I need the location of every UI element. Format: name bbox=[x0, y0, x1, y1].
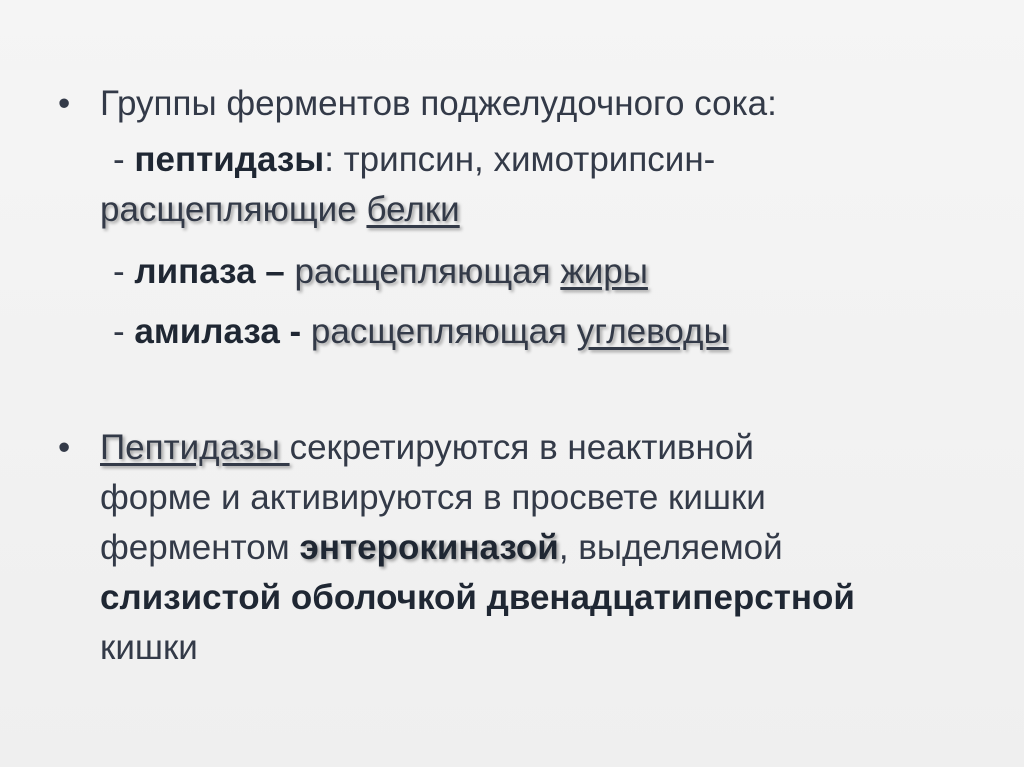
amylase-name: амилаза - bbox=[134, 312, 302, 351]
peptidases-subject: Пептидазы bbox=[100, 428, 290, 467]
amylase-line bbox=[113, 312, 729, 352]
bullet-2: • bbox=[58, 428, 71, 467]
peptidases-action-line bbox=[100, 190, 460, 230]
enzyme-name: энтерокиназой bbox=[299, 528, 559, 567]
para-line-2: форме и активируются в просвете кишки bbox=[100, 478, 766, 517]
para-line-3-start: ферментом bbox=[100, 528, 300, 567]
bullet-1: • bbox=[58, 84, 71, 123]
lipase-action: расщепляющая bbox=[294, 252, 551, 291]
para-line-3 bbox=[100, 528, 783, 568]
peptidases-line bbox=[113, 140, 715, 180]
lipase-name: липаза – bbox=[134, 252, 285, 291]
lipase-object: жиры bbox=[560, 252, 648, 291]
lipase-dash: - bbox=[113, 252, 135, 291]
amylase-dash: - bbox=[113, 312, 135, 351]
mucosa-text: слизистой оболочкой двенадцатиперстной bbox=[100, 578, 855, 617]
peptidases-action: расщепляющие bbox=[100, 190, 357, 229]
lipase-line bbox=[113, 252, 648, 292]
intro-line: Группы ферментов поджелудочного сока: bbox=[100, 84, 777, 123]
amylase-object: углеводы bbox=[576, 312, 729, 351]
peptidases-dash: - bbox=[113, 140, 135, 179]
para-line-5: кишки bbox=[100, 628, 198, 667]
peptidases-rest: : трипсин, химотрипсин- bbox=[324, 140, 716, 179]
para-line-4 bbox=[100, 578, 855, 618]
para-line-1-rest: секретируются в неактивной bbox=[289, 428, 754, 467]
para-line-3-end: , выделяемой bbox=[558, 528, 783, 567]
peptidases-object: белки bbox=[366, 190, 460, 229]
peptidases-name: пептидазы bbox=[134, 140, 325, 179]
para-line-1 bbox=[100, 428, 754, 468]
amylase-action: расщепляющая bbox=[310, 312, 567, 351]
